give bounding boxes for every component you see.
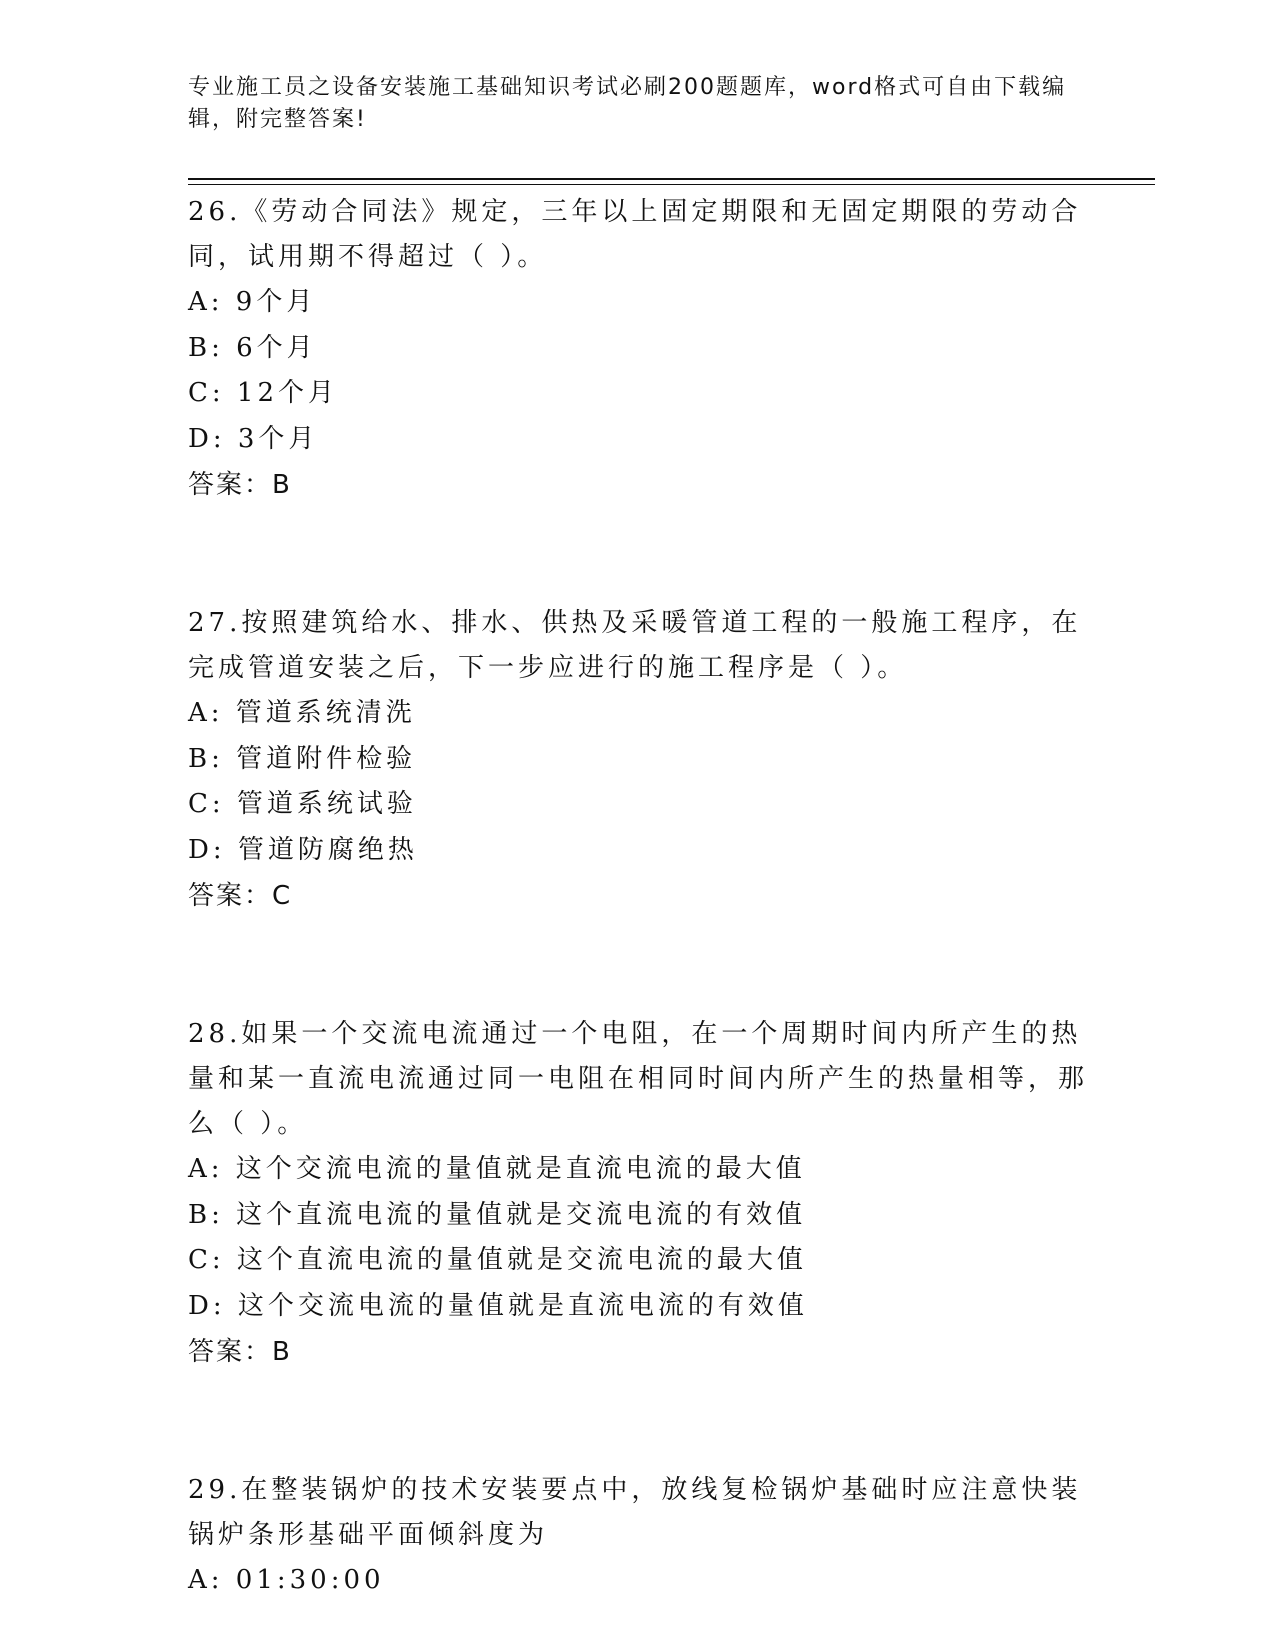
option-d: D: 管道防腐绝热 (188, 834, 418, 865)
option-b: B: 6个月 (188, 332, 317, 363)
option-d: D: 3个月 (188, 423, 319, 454)
header-divider-thin (188, 184, 1155, 185)
header-divider (188, 178, 1155, 180)
question-stem: 28.如果一个交流电流通过一个电阻，在一个周期时间内所产生的热量和某一直流电流通过同一电阻在相同时间内所产生的热量相等，那么（ ）。 (188, 1019, 1089, 1139)
option-b: B: 管道附件检验 (188, 743, 417, 774)
question-29 (188, 1468, 1088, 1604)
option-a: A: 这个交流电流的量值就是直流电流的最大值 (188, 1154, 806, 1184)
option-a: A: 管道系统清洗 (188, 698, 416, 728)
question-list (188, 190, 1088, 1604)
option-c: C: 这个直流电流的量值就是交流电流的最大值 (188, 1245, 807, 1275)
question-stem: 26.《劳动合同法》规定，三年以上固定期限和无固定期限的劳动合同，试用期不得超过（ ）。 (188, 197, 1082, 272)
option-b: B: 这个直流电流的量值就是交流电流的有效值 (188, 1199, 807, 1230)
option-c: C: 管道系统试验 (188, 789, 417, 819)
document-intro: 专业施工员之设备安装施工基础知识考试必刷200题题库，word格式可自由下载编辑，附完整答案! (188, 75, 1067, 132)
option-c: C: 12个月 (188, 378, 339, 408)
option-a: A: 01:30:00 (188, 1565, 385, 1595)
question-26 (188, 190, 1088, 508)
answer-line: 答案：B (188, 470, 292, 500)
question-stem: 27.按照建筑给水、排水、供热及采暖管道工程的一般施工程序，在完成管道安装之后，下一步应进行的施工程序是（ ）。 (188, 608, 1082, 683)
answer-line: 答案：C (188, 881, 293, 911)
question-stem: 29.在整装锅炉的技术安装要点中，放线复检锅炉基础时应注意快装锅炉条形基础平面倾斜度为 (188, 1475, 1082, 1550)
option-a: A: 9个月 (188, 287, 317, 317)
question-27 (188, 601, 1088, 919)
question-28 (188, 1012, 1088, 1375)
answer-line: 答案：B (188, 1337, 292, 1367)
option-d: D: 这个交流电流的量值就是直流电流的有效值 (188, 1290, 808, 1321)
